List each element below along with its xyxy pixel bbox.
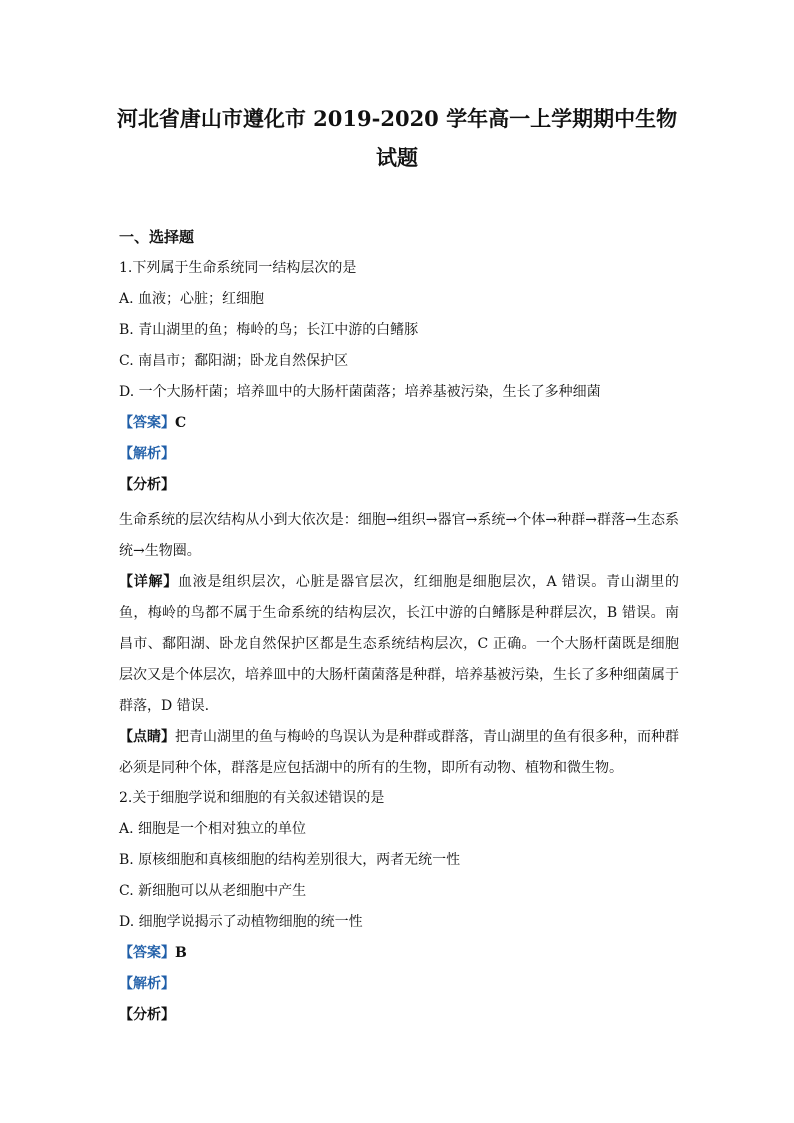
q1-tip bbox=[119, 722, 679, 784]
q2-answer-row bbox=[119, 943, 679, 963]
q2-fenxi-row bbox=[119, 1005, 679, 1025]
document-title-line2: 试题 bbox=[376, 145, 418, 170]
q1-option-c: C. 南昌市；鄱阳湖；卧龙自然保护区 bbox=[119, 353, 349, 369]
q1-detail-text: 血液是组织层次，心脏是器官层次，红细胞是细胞层次，A 错误。青山湖里的鱼，梅岭的鸟都不属于生命系统的结构层次，长江中游的白鳍豚是种群层次，B 错误。南昌市、鄱阳湖、卧龙自然保护区都是生态系统结构层次，C 正确。一个大肠杆菌既是细胞层次又是个体层次，培养皿中的大肠杆菌菌落是种群，培养基被污染，生长了多种细菌属于群落，D 错误. bbox=[119, 574, 679, 714]
q2-stem: 2.关于细胞学说和细胞的有关叙述错误的是 bbox=[119, 790, 385, 806]
q1-answer-value: C bbox=[175, 415, 187, 431]
q1-fenxi-tag: 【分析】 bbox=[119, 477, 175, 493]
q1-detail-tag: 【详解】 bbox=[119, 574, 178, 590]
q1-answer-row bbox=[119, 413, 679, 433]
section-heading: 一、选择题 bbox=[119, 228, 195, 246]
q2-answer-tag: 【答案】 bbox=[119, 945, 175, 961]
document-title: 河北省唐山市遵化市 2019-2020 学年高一上学期期中生物 bbox=[116, 106, 678, 131]
q1-option-d: D. 一个大肠杆菌；培养皿中的大肠杆菌菌落；培养基被污染，生长了多种细菌 bbox=[119, 384, 601, 400]
q1-answer-tag: 【答案】 bbox=[119, 415, 175, 431]
q2-analysis-tag: 【解析】 bbox=[119, 976, 175, 992]
q2-fenxi-tag: 【分析】 bbox=[119, 1007, 175, 1023]
q2-option-a: A. 细胞是一个相对独立的单位 bbox=[119, 821, 307, 837]
q2-option-c: C. 新细胞可以从老细胞中产生 bbox=[119, 883, 307, 899]
q1-fenxi-row bbox=[119, 475, 679, 495]
q1-analysis-tag: 【解析】 bbox=[119, 446, 175, 462]
q1-tip-tag: 【点睛】 bbox=[119, 729, 175, 745]
q1-detail bbox=[119, 567, 679, 722]
q2-answer-value: B bbox=[175, 945, 187, 961]
q1-option-a: A. 血液；心脏；红细胞 bbox=[119, 291, 265, 307]
q1-tip-text: 把青山湖里的鱼与梅岭的鸟误认为是种群或群落，青山湖里的鱼有很多种，而种群必须是同种个体，群落是应包括湖中的所有的生物，即所有动物、植物和微生物。 bbox=[119, 729, 679, 776]
q1-analysis-row bbox=[119, 444, 679, 464]
q2-option-b: B. 原核细胞和真核细胞的结构差别很大，两者无统一性 bbox=[119, 852, 461, 868]
q1-stem: 1.下列属于生命系统同一结构层次的是 bbox=[119, 260, 357, 276]
q1-option-b: B. 青山湖里的鱼；梅岭的鸟；长江中游的白鳍豚 bbox=[119, 322, 419, 338]
q1-fenxi-text: 生命系统的层次结构从小到大依次是：细胞→组织→器官→系统→个体→种群→群落→生态系统→生物圈。 bbox=[119, 512, 679, 559]
q2-analysis-row bbox=[119, 974, 679, 994]
q2-option-d: D. 细胞学说揭示了动植物细胞的统一性 bbox=[119, 914, 363, 930]
